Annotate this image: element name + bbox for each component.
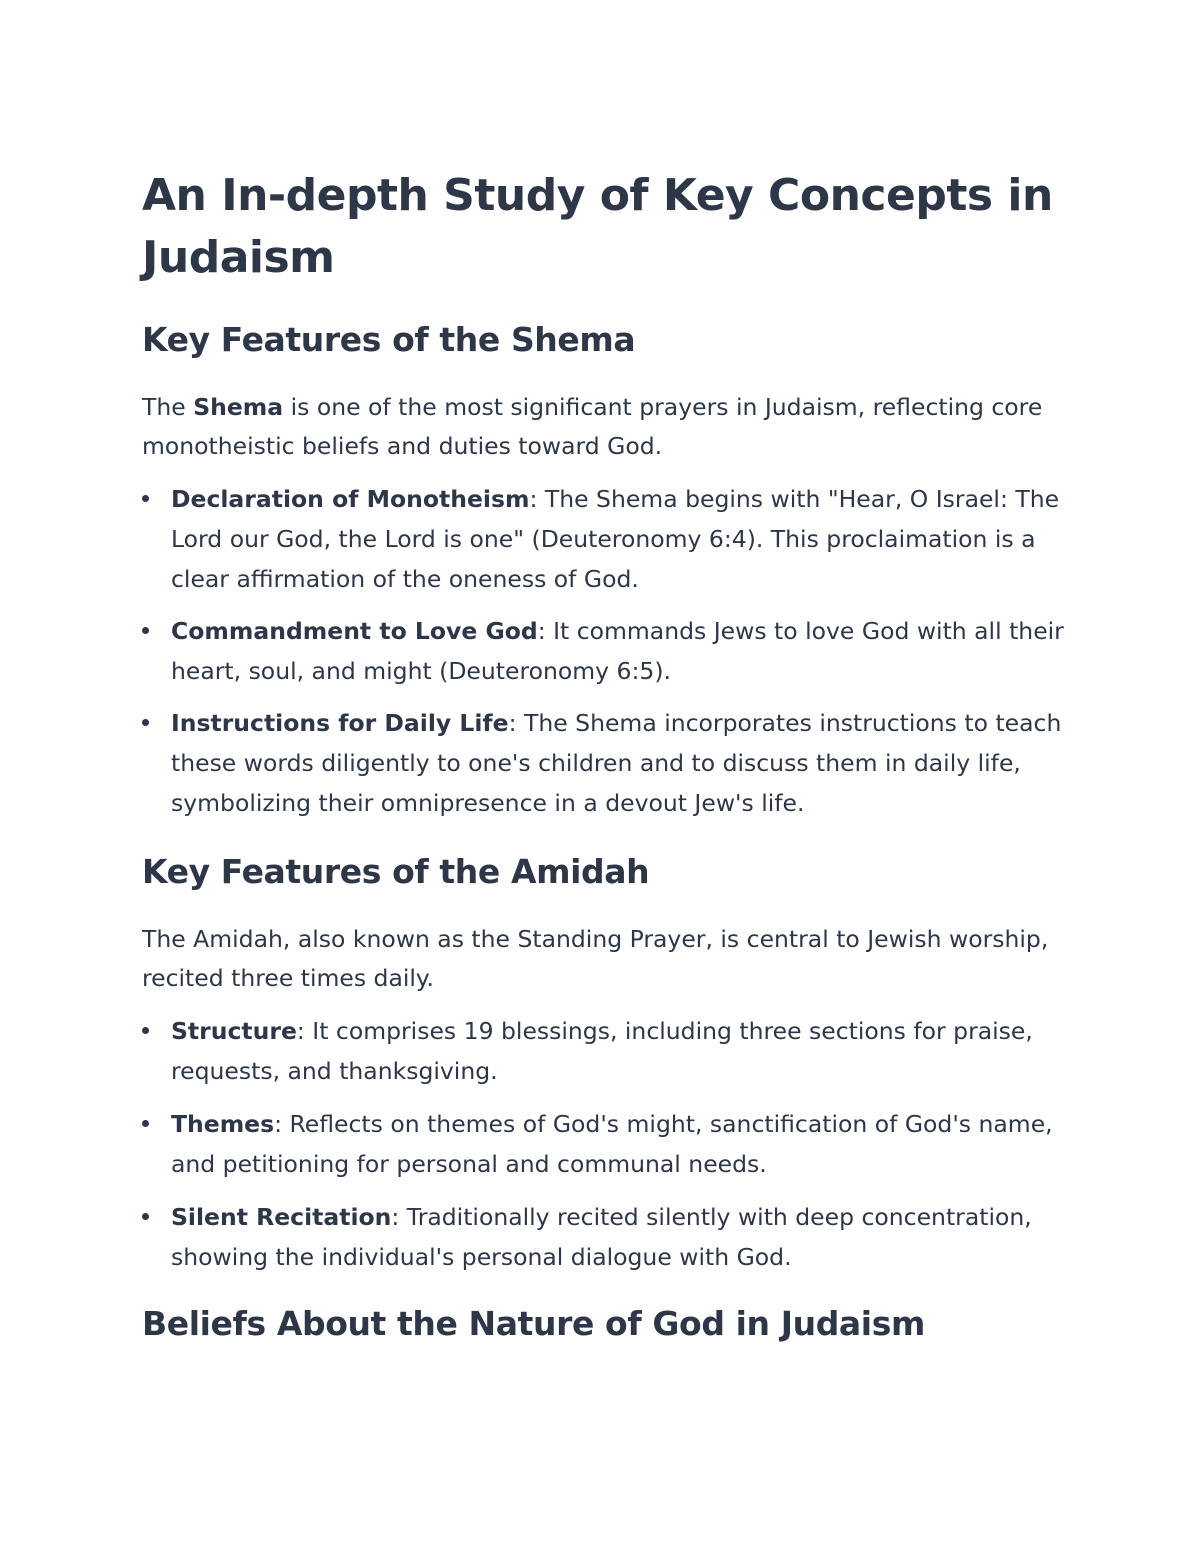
list-item-text: : Reflects on themes of God's might, sanctification of God's name, and petitioning for personal and communal needs. (171, 1110, 1053, 1178)
document-title: An In-depth Study of Key Concepts in Judaism (142, 170, 1053, 283)
list-item-label: Declaration of Monotheism (171, 485, 530, 513)
list-item (142, 479, 1072, 599)
section-heading-shema: Key Features of the Shema (142, 320, 636, 359)
list-item-text: : It commands Jews to love God with all their heart, soul, and might (Deuteronomy 6:5). (171, 617, 1064, 685)
list-item (142, 703, 1072, 823)
bullet-icon (142, 627, 149, 634)
amidah-intro-paragraph: The Amidah, also known as the Standing Prayer, is central to Jewish worship, recited three times daily. (142, 925, 1049, 992)
list-item-text: : It comprises 19 blessings, including three sections for praise, requests, and thanksgiving. (171, 1017, 1033, 1085)
list-item (142, 1197, 1072, 1277)
bullet-icon (142, 1027, 149, 1034)
section-heading-amidah: Key Features of the Amidah (142, 852, 650, 891)
list-item-label: Commandment to Love God (171, 617, 538, 645)
list-item-text: : The Shema begins with "Hear, O Israel: The Lord our God, the Lord is one" (Deuteronomy 6:4). This proclaimation is a clear affirmation of the oneness of God. (171, 485, 1060, 593)
amidah-features-list (142, 1011, 1072, 1277)
bullet-icon (142, 1213, 149, 1220)
shema-features-list (142, 479, 1072, 823)
list-item-label: Instructions for Daily Life (171, 709, 509, 737)
list-item-label: Structure (171, 1017, 297, 1045)
section-heading-beliefs: Beliefs About the Nature of God in Judaism (142, 1304, 925, 1343)
bullet-icon (142, 495, 149, 502)
list-item (142, 1104, 1072, 1184)
bullet-icon (142, 719, 149, 726)
bullet-icon (142, 1120, 149, 1127)
list-item (142, 611, 1072, 691)
list-item-text: : The Shema incorporates instructions to teach these words diligently to one's children and to discuss them in daily life, symbolizing their omnipresence in a devout Jew's life. (171, 709, 1062, 817)
shema-intro-paragraph: The Shema is one of the most significant prayers in Judaism, reflecting core monotheistic beliefs and duties toward God. (142, 393, 1043, 460)
list-item-label: Themes (171, 1110, 275, 1138)
list-item-label: Silent Recitation (171, 1203, 392, 1231)
shema-bold-term: Shema (193, 393, 284, 421)
list-item (142, 1011, 1072, 1091)
list-item-text: : Traditionally recited silently with deep concentration, showing the individual's personal dialogue with God. (171, 1203, 1032, 1271)
